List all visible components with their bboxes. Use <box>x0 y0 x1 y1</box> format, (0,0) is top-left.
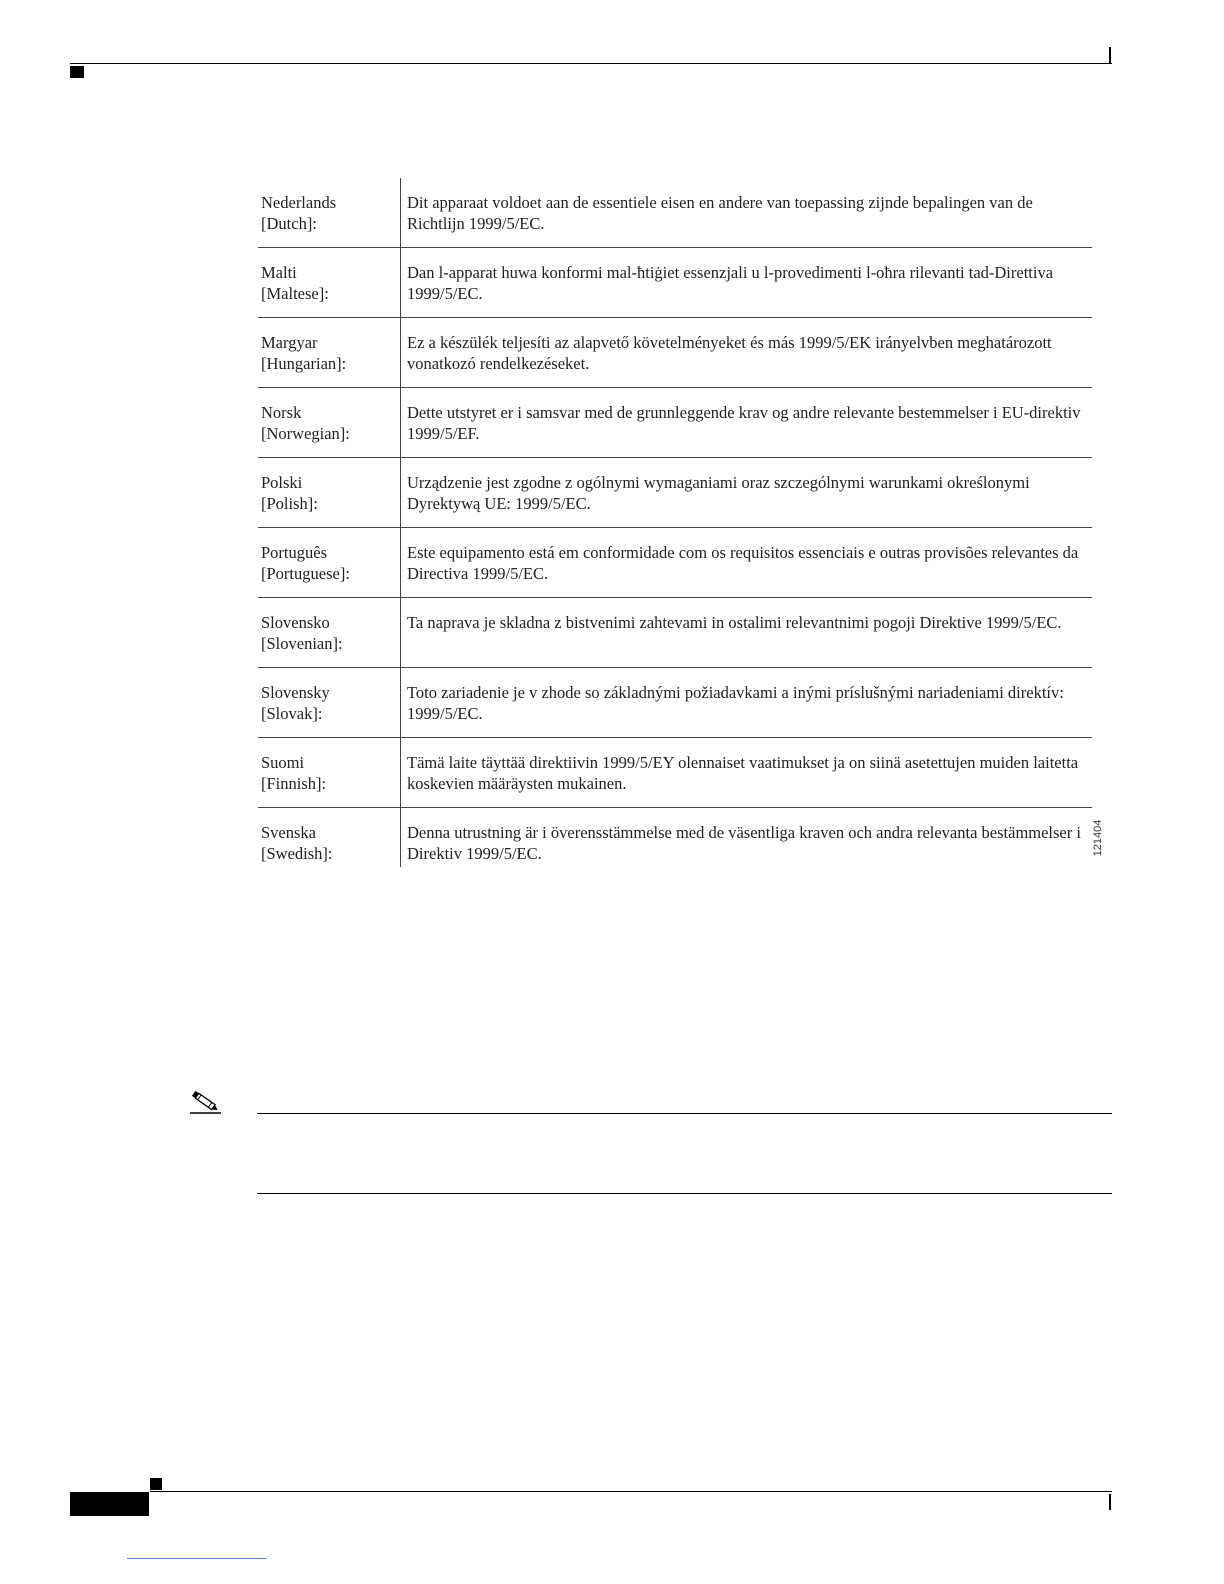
table-row <box>258 598 1092 668</box>
language-cell: Margyar [Hungarian]: <box>261 333 347 373</box>
declaration-text: Dette utstyret er i samsvar med de grunnleggende krav og andre relevante bestemmelser i EU-direktiv 1999/5/EF. <box>407 403 1081 443</box>
language-cell: Malti [Maltese]: <box>261 263 329 303</box>
header-tick <box>1109 47 1111 63</box>
declaration-text: Toto zariadenie je v zhode so základnými požiadavkami a inými príslušnými nariadeniami direktív: 1999/5/EC. <box>407 683 1064 723</box>
declaration-text: Dan l-apparat huwa konformi mal-ħtiġiet essenzjali u l-provedimenti l-oħra rilevanti tad-Direttiva 1999/5/EC. <box>407 263 1054 303</box>
declaration-text: Ez a készülék teljesíti az alapvető követelményeket és más 1999/5/EK irányelvben meghatározott vonatkozó rendelkezéseket. <box>407 333 1052 373</box>
language-cell: Nederlands [Dutch]: <box>261 193 337 233</box>
declaration-text: Ta naprava je skladna z bistvenimi zahtevami in ostalimi relevantnimi pogoji Direktive 1999/5/EC. <box>407 613 1062 632</box>
footer-rule <box>150 1491 1112 1492</box>
language-cell: Português [Portuguese]: <box>261 543 350 583</box>
footer-square-marker <box>150 1478 162 1490</box>
declaration-text: Denna utrustning är i överensstämmelse med de väsentliga kraven och andra relevanta bestämmelser i Direktiv 1999/5/EC. <box>407 823 1081 863</box>
table-row <box>258 388 1092 458</box>
table-row <box>258 738 1092 808</box>
table-row <box>258 458 1092 528</box>
note-bottom-rule <box>257 1193 1112 1194</box>
declaration-text: Este equipamento está em conformidade com os requisitos essenciais e outras provisões relevantes da Directiva 1999/5/EC. <box>407 543 1079 583</box>
footer-page-tab <box>70 1492 149 1516</box>
table-row <box>258 528 1092 598</box>
header-square-marker <box>70 66 84 78</box>
language-cell: Norsk [Norwegian]: <box>261 403 350 443</box>
pencil-note-icon <box>188 1090 224 1116</box>
note-top-rule <box>257 1113 1112 1114</box>
footer-link-underline[interactable] <box>127 1558 267 1559</box>
declaration-text: Urządzenie jest zgodne z ogólnymi wymaganiami oraz szczególnymi warunkami określonymi Dyrektywą UE: 1999/5/EC. <box>407 473 1030 513</box>
footer-tick <box>1109 1494 1111 1510</box>
table-row <box>258 178 1092 248</box>
language-cell: Suomi [Finnish]: <box>261 753 327 793</box>
language-cell: Slovensky [Slovak]: <box>261 683 330 723</box>
table-row <box>258 668 1092 738</box>
declaration-table <box>258 178 1092 876</box>
language-cell: Svenska [Swedish]: <box>261 823 333 863</box>
declaration-text: Dit apparaat voldoet aan de essentiele eisen en andere van toepassing zijnde bepalingen van de Richtlijn 1999/5/EC. <box>407 193 1033 233</box>
declaration-text: Tämä laite täyttää direktiivin 1999/5/EY olennaiset vaatimukset ja on siinä asetettujen muiden laitetta koskevien määräysten mukainen. <box>407 753 1079 793</box>
language-cell: Slovensko [Slovenian]: <box>261 613 343 653</box>
header-rule <box>70 63 1112 64</box>
figure-id: 121404 <box>1092 819 1104 857</box>
table-row <box>258 318 1092 388</box>
table-row <box>258 248 1092 318</box>
language-cell: Polski [Polish]: <box>261 473 318 513</box>
table-row <box>258 808 1092 876</box>
table-column-divider <box>400 178 401 867</box>
